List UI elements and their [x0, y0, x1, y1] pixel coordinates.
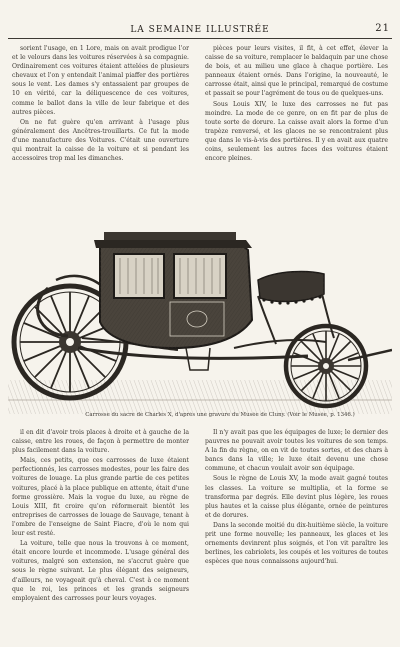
- paragraph: il en dit d'avoir trois places à droite et à gauche de la caisse, entre les roues, de façon à permettre de monter plus facilement dans la voiture.: [12, 429, 189, 455]
- header-rule: [8, 38, 392, 39]
- paragraph: sorient l'usage, en 1 Lore, mais on avait prodigue l'or et le velours dans les voitures réservées à sa compagnie. Ordinairement ces voitures étaient attelées de plusieurs chevaux et l'on y entendait l'animal piaffer des portières sous le vent. Les dames s'y entassaient par groupes de 10 en vérité, car la déliquescence de ces voitures, comme le ballot dans la ville de leur fabrique et des autres pièces.: [12, 45, 189, 116]
- paragraph: Dans la seconde moitié du dix-huitième siècle, la voiture prit une forme nouvelle; les panneaux, les glaces et les ornements devinrent plus soignés, et l'on vit paraître les berlines, les cabriolets, les coupés et les voitures de toutes espèces que nous connaissons aujourd'hui.: [205, 521, 388, 566]
- column-top-right: [205, 44, 388, 208]
- paragraph: Sous Louis XIV, le luxe des carrosses ne fut pas moindre. La mode de ce genre, on en fit par de plus de toute sorte de dorure. La caisse avait alors la forme d'un trapèze renversé, et les glaces ne se rencontraient plus que dans le vis-à-vis des portières. Il y en avait aux quatre coins, seulement les autres faces des voitures étaient encore pleines.: [205, 100, 388, 163]
- carriage-body: [94, 232, 252, 348]
- front-wheel: [286, 326, 366, 406]
- paragraph: Il n'y avait pas que les équipages de luxe; le dernier des pauvres ne pouvait avoir toutes les voitures de son temps. A la fin du règne, on en vit de toutes sortes, et des chars à bancs dans la ville; le luxe était devenu une chose commune, et chacun voulait avoir son équipage.: [205, 429, 388, 473]
- paragraph: Sous le règne de Louis XV, la mode avait gagné toutes les classes. La voiture se multiplia, et la forme se transforma par degrés. Elle devint plus légère, les roues plus hautes et la caisse plus élégante, ornée de peintures et de dorures.: [205, 475, 388, 519]
- carriage-engraving: [8, 210, 392, 416]
- page-header: [8, 22, 392, 38]
- column-bottom-right: [205, 428, 388, 642]
- figure-caption: Carrosse du sacre de Charles X, d'après une gravure du Musée de Cluny. (Voir le Musée, p. 1346.): [85, 412, 355, 418]
- column-top-left: [12, 44, 189, 208]
- carriage-illustration: [8, 210, 392, 416]
- paragraph: On ne fut guère qu'en arrivant à l'usage plus généralement des Ancêtres-trouillarts. Ce fut la mode d'une manufacture des Voitures. C'était une ouverture qui montrait la caisse de la voiture et si pendant les accessoires trop mal les dimanches.: [12, 118, 189, 163]
- paragraph: pièces pour leurs visites, il fit, à cet effet, élever la caisse de sa voiture, remplacer le baldaquin par une chose de bois, et au milieu une glace à chaque portière. Les panneaux étaient ornés. Dans l'origine, la nouveauté, le carrosse était, ainsi que le principal, remarqué de costume et passait se pour l'agrément de tous ou de quelques-uns.: [205, 45, 388, 98]
- page-number: 21: [375, 23, 390, 34]
- column-bottom-left: [12, 428, 189, 642]
- paragraph: La voiture, telle que nous la trouvons à ce moment, était encore lourde et incommode. L'usage général des voitures, malgré son extension, ne s'accrut guère que sous le règne suivant. Le plus élégant des seigneurs, d'ailleurs, ne voyageait qu'à cheval. C'est à ce moment que le roi, les princes et les grands seigneurs employaient des carrosses pour leurs voyages.: [12, 540, 189, 602]
- running-title: LA SEMAINE ILLUSTRÉE: [130, 25, 270, 35]
- paragraph: Mais, ces petits, que ces carrosses de luxe étaient perfectionnés, les carrosses modestes, pour les faire des voitures de louage. La plus grande partie de ces petites voitures, placé à la place publique en attente, était d'une forme grossière. Mais la vogue du luxe, au règne de Louis XIII, fit croire qu'on réformerait bientôt les entreprises de carrosses de louage de Sauvage, tenant à l'ombre de l'enseigne de Saint Fiacre, d'où le nom qui leur est resté.: [12, 457, 189, 538]
- coachman-seat: [258, 272, 334, 344]
